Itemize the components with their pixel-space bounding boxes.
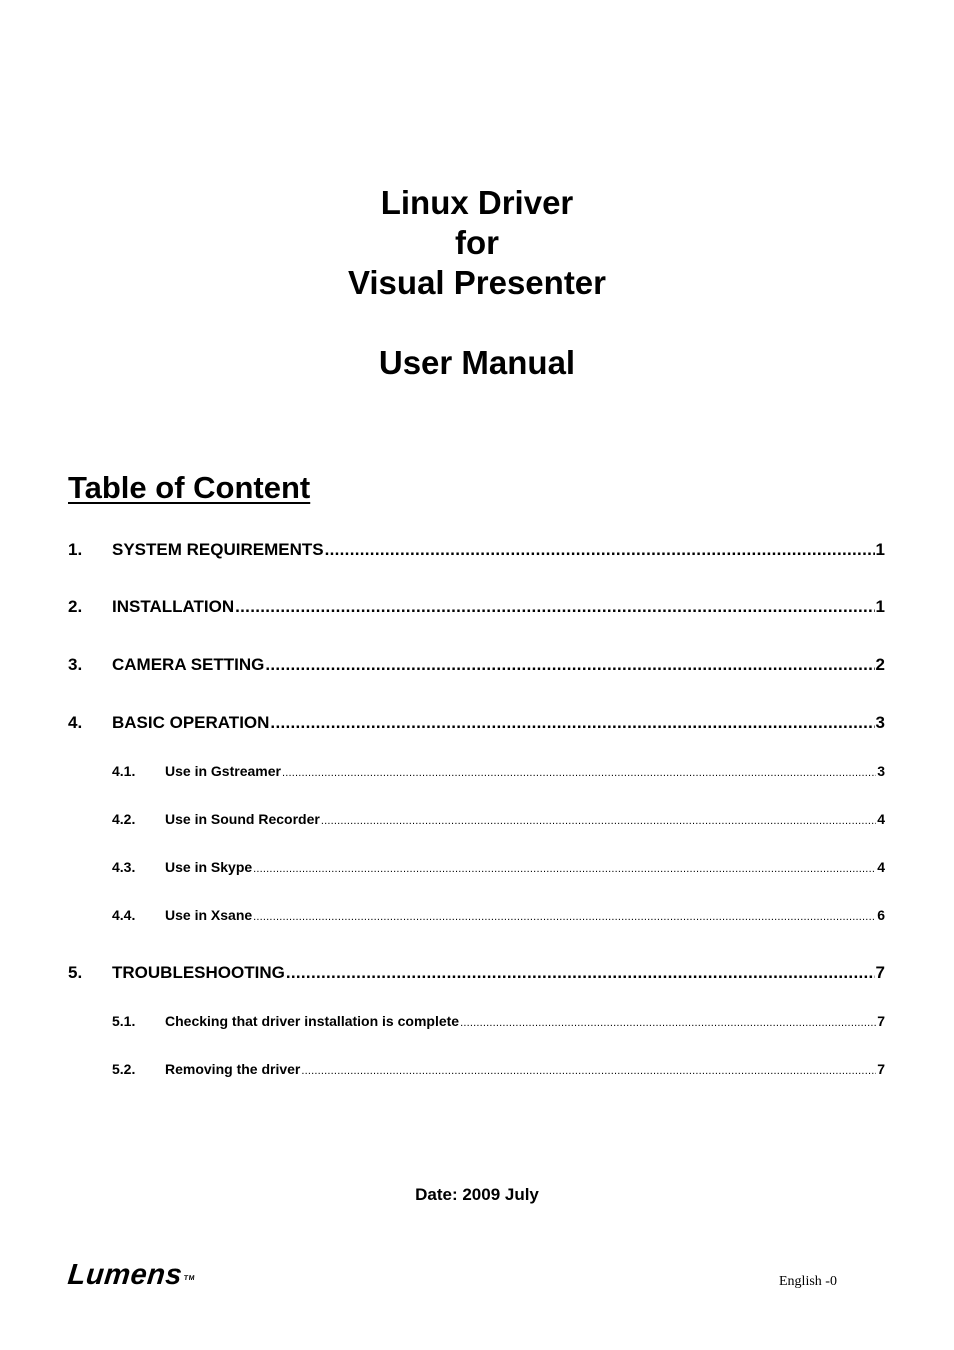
toc-leader-dots [301,1065,876,1077]
toc-subentry[interactable] [112,1013,885,1031]
toc-entry-title: CAMERA SETTING [112,655,265,674]
toc-subentry-number: 5.1. [112,1013,136,1029]
trademark-symbol: TM [183,1275,196,1282]
toc-entry[interactable] [68,655,885,677]
document-title [0,183,954,383]
toc-subentry-title: Use in Sound Recorder [165,811,320,827]
toc-entry-number: 4. [68,713,83,732]
toc-subentry-title: Use in Skype [165,859,253,875]
toc-entry-title: BASIC OPERATION [112,713,270,732]
toc-subentry[interactable] [112,811,885,829]
toc-leader-dots [460,1017,876,1029]
toc-leader-dots [253,863,876,875]
toc-subentry-page: 3 [877,763,885,779]
toc-subentry-title: Removing the driver [165,1061,301,1077]
toc-subentry-number: 4.3. [112,859,136,875]
toc-entry-number: 1. [68,540,83,559]
toc-heading: Table of Content [68,470,311,505]
toc-leader-dots [282,767,876,779]
toc-subentry[interactable] [112,907,885,925]
toc-leader-dots [265,655,874,675]
toc-leader-dots [270,713,874,733]
title-gap [0,303,954,343]
title-line-4: User Manual [378,344,576,381]
toc-subentry-page: 4 [877,811,885,827]
toc-subentry-number: 4.4. [112,907,136,923]
document-date: Date: 2009 July [415,1185,539,1204]
toc-entry-number: 3. [68,655,83,674]
toc-subentry-title: Use in Xsane [165,907,253,923]
title-line-2: for [455,224,499,261]
toc-leader-dots [325,540,875,560]
toc-entry-page: 1 [875,597,885,616]
toc-subentry-page: 4 [877,859,885,875]
toc-entry-page: 2 [875,655,885,674]
toc-subentry[interactable] [112,1061,885,1079]
toc-subentry-page: 7 [877,1013,885,1029]
toc-entry-number: 2. [68,597,83,616]
toc-entry[interactable] [68,540,885,562]
toc-entry-title: INSTALLATION [112,597,235,616]
toc-subentry-title: Use in Gstreamer [165,763,281,779]
toc-entry-title: TROUBLESHOOTING [112,963,285,982]
toc-subentry-number: 5.2. [112,1061,136,1077]
toc-leader-dots [235,597,874,617]
lumens-logo [66,1258,197,1292]
toc-subentry-page: 6 [877,907,885,923]
title-line-1: Linux Driver [380,184,574,221]
toc-leader-dots [286,963,875,983]
logo-brand-text: Lumens [66,1259,184,1291]
toc-entry-title: SYSTEM REQUIREMENTS [112,540,324,559]
toc-subentry[interactable] [112,763,885,781]
toc-entry-page: 1 [875,540,885,559]
toc-entry[interactable] [68,713,885,735]
toc-subentry-title: Checking that driver installation is complete [165,1013,460,1029]
title-line-3: Visual Presenter [347,264,607,301]
toc-entry-page: 3 [875,713,885,732]
toc-entry[interactable] [68,597,885,619]
page-number-footer: English -0 [779,1274,837,1289]
toc-entry-number: 5. [68,963,83,982]
toc-subentry[interactable] [112,859,885,877]
toc-subentry-number: 4.1. [112,763,136,779]
toc-leader-dots [253,911,876,923]
toc-leader-dots [321,815,876,827]
toc-subentry-page: 7 [877,1061,885,1077]
toc-entry[interactable] [68,963,885,985]
toc-subentry-number: 4.2. [112,811,136,827]
toc-entry-page: 7 [875,963,885,982]
